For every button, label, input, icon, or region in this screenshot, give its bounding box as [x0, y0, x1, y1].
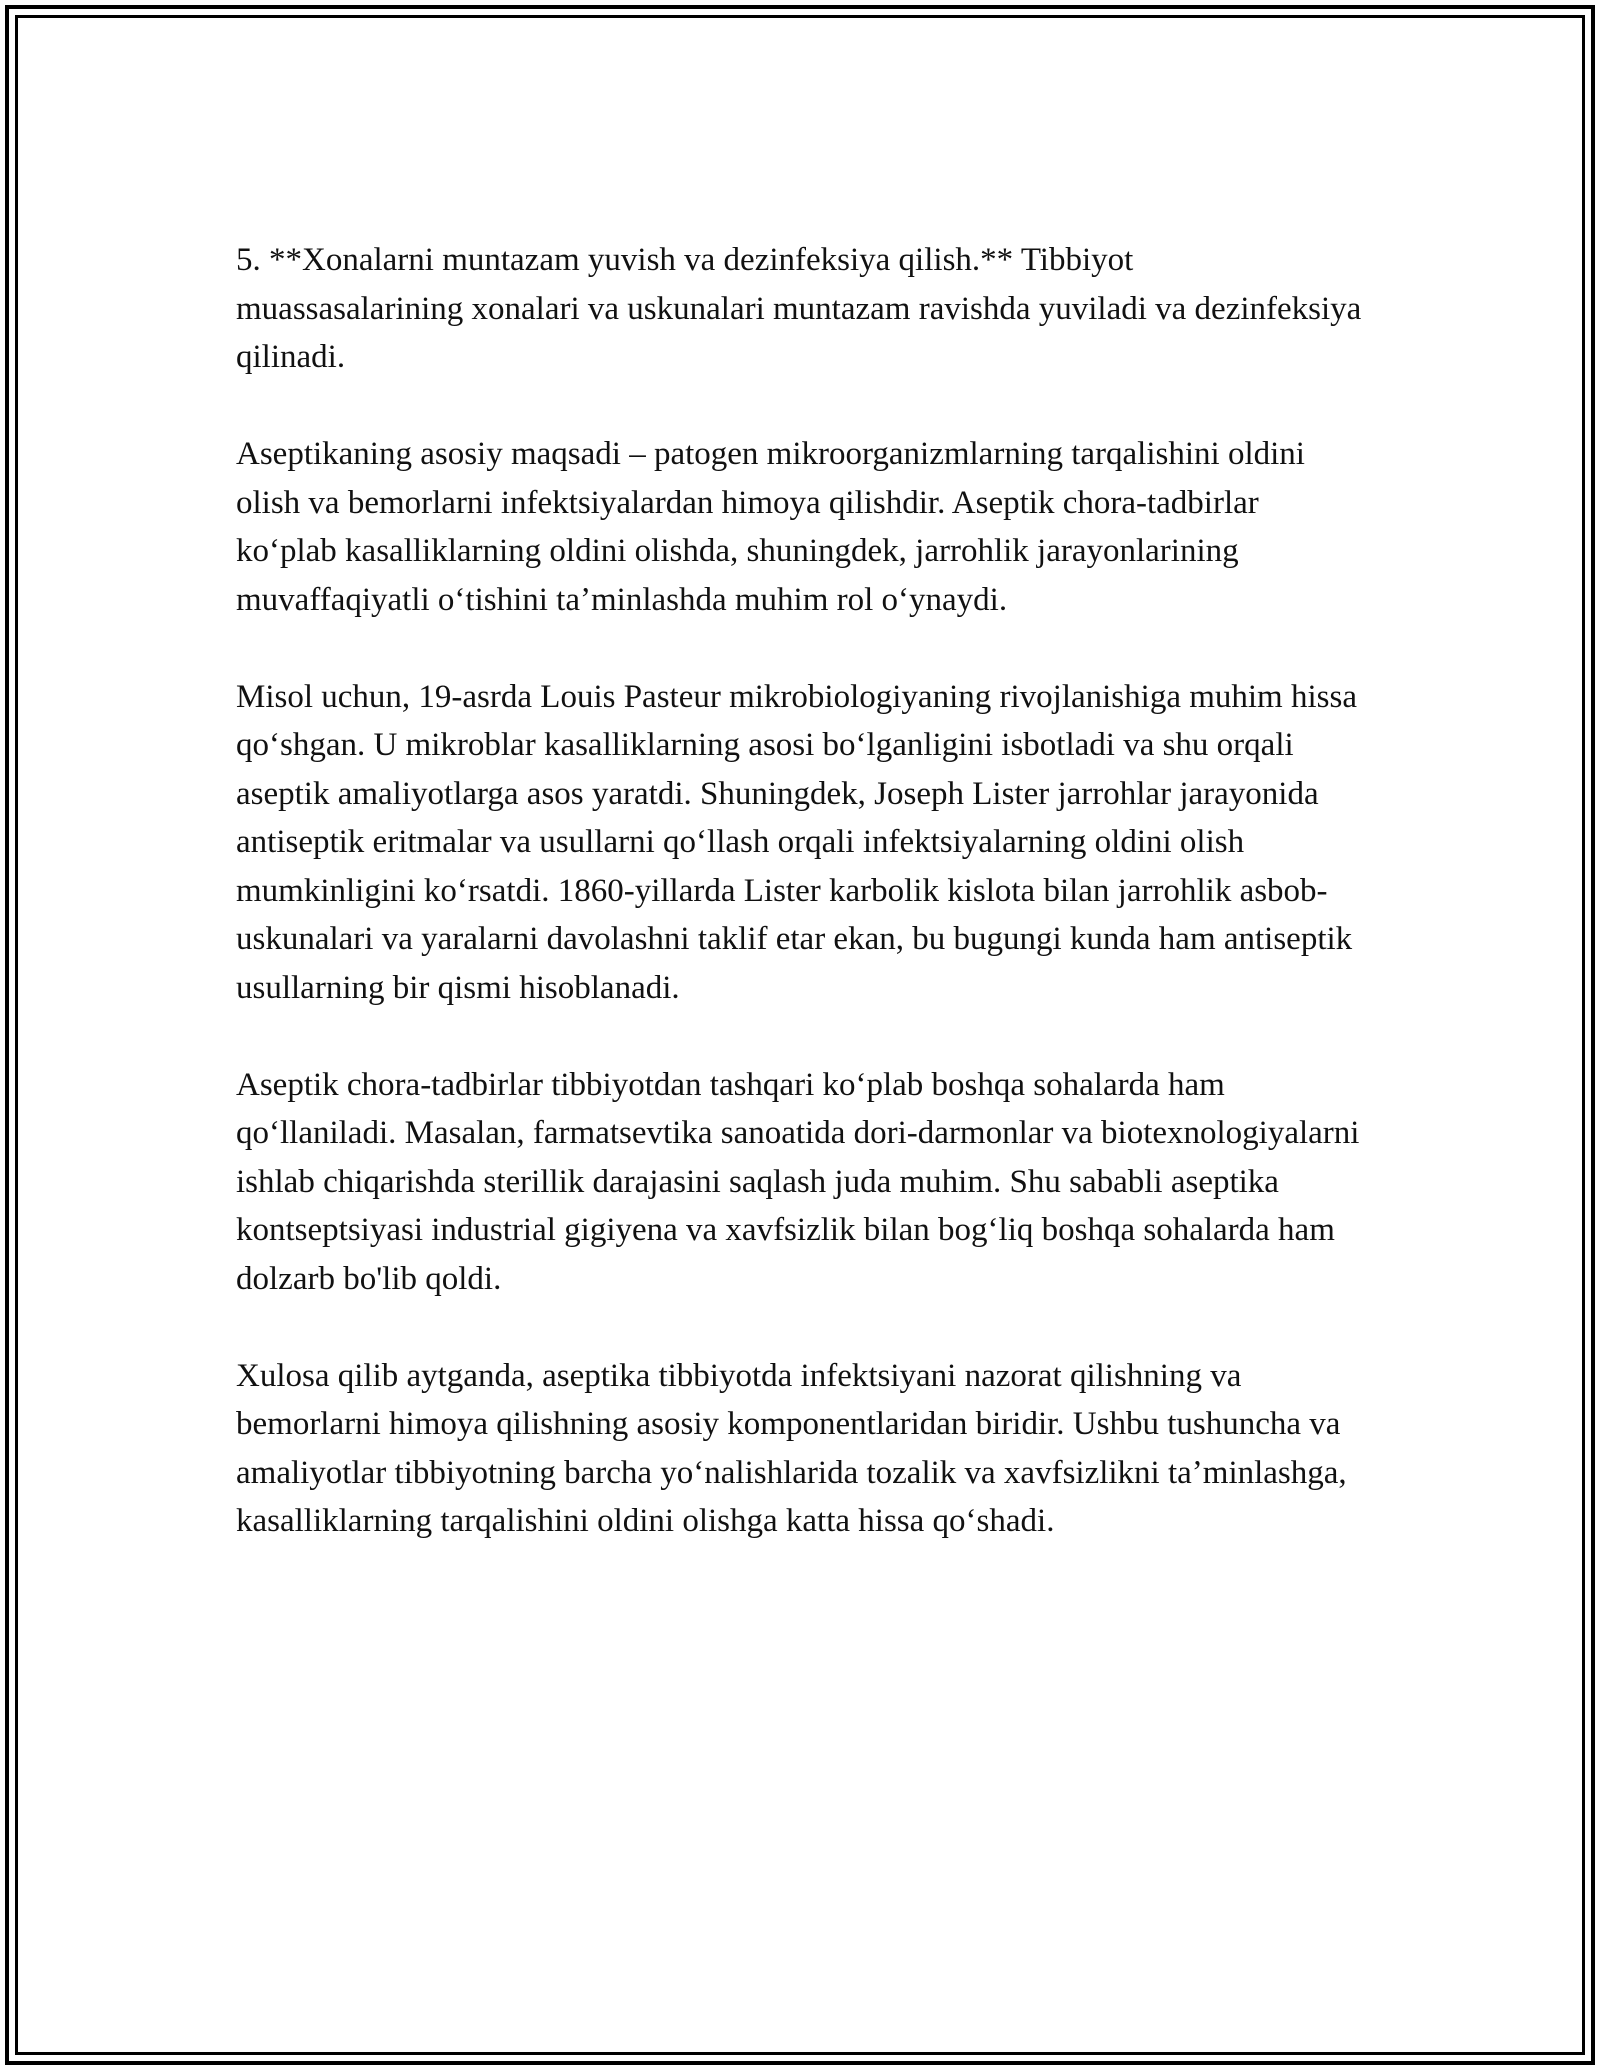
paragraph-aseptic-purpose: Aseptikaning asosiy maqsadi – patogen mikroorganizmlarning tarqalishini oldini olish va bemorlarni infektsiyalardan himoya qilishdir. Aseptik chora-tadbirlar koʻplab kasalliklarning oldini olishda, shuningdek, jarrohlik jarayonlarining muvaffaqiyatli oʻtishini taʼminlashda muhim rol oʻynaydi.	[236, 436, 1305, 618]
paragraph-other-fields: Aseptik chora-tadbirlar tibbiyotdan tashqari koʻplab boshqa sohalarda ham qoʻllaniladi. Masalan, farmatsevtika sanoatida dori-darmonlar va biotexnologiyalarni ishlab chiqarishda sterillik darajasini saqlash juda muhim. Shu sababli aseptika kontseptsiyasi industrial gigiyena va xavfsizlik bilan bogʻliq boshqa sohalarda ham dolzarb bo'lib qoldi.	[236, 1066, 1360, 1297]
document-body	[236, 236, 1366, 1546]
paragraph-history: Misol uchun, 19-asrda Louis Pasteur mikrobiologiyaning rivojlanishiga muhim hissa qoʻshgan. U mikroblar kasalliklarning asosi boʻlganligini isbotladi va shu orqali aseptik amaliyotlarga asos yaratdi. Shuningdek, Joseph Lister jarrohlar jarayonida antiseptik eritmalar va usullarni qoʻllash orqali infektsiyalarning oldini olish mumkinligini koʻrsatdi. 1860-yillarda Lister karbolik kislota bilan jarrohlik asbob-uskunalari va yaralarni davolashni taklif etar ekan, bu bugungi kunda ham antiseptik usullarning bir qismi hisoblanadi.	[236, 678, 1357, 1006]
paragraph-conclusion: Xulosa qilib aytganda, aseptika tibbiyotda infektsiyani nazorat qilishning va bemorlarni himoya qilishning asosiy komponentlaridan biridir. Ushbu tushuncha va amaliyotlar tibbiyotning barcha yoʻnalishlarida tozalik va xavfsizlikni taʼminlashga, kasalliklarning tarqalishini oldini olishga katta hissa qoʻshadi.	[236, 1357, 1347, 1539]
paragraph-disinfection-item: 5. **Xonalarni muntazam yuvish va dezinfeksiya qilish.** Tibbiyot muassasalarining xonalari va uskunalari muntazam ravishda yuviladi va dezinfeksiya qilinadi.	[236, 242, 1362, 375]
